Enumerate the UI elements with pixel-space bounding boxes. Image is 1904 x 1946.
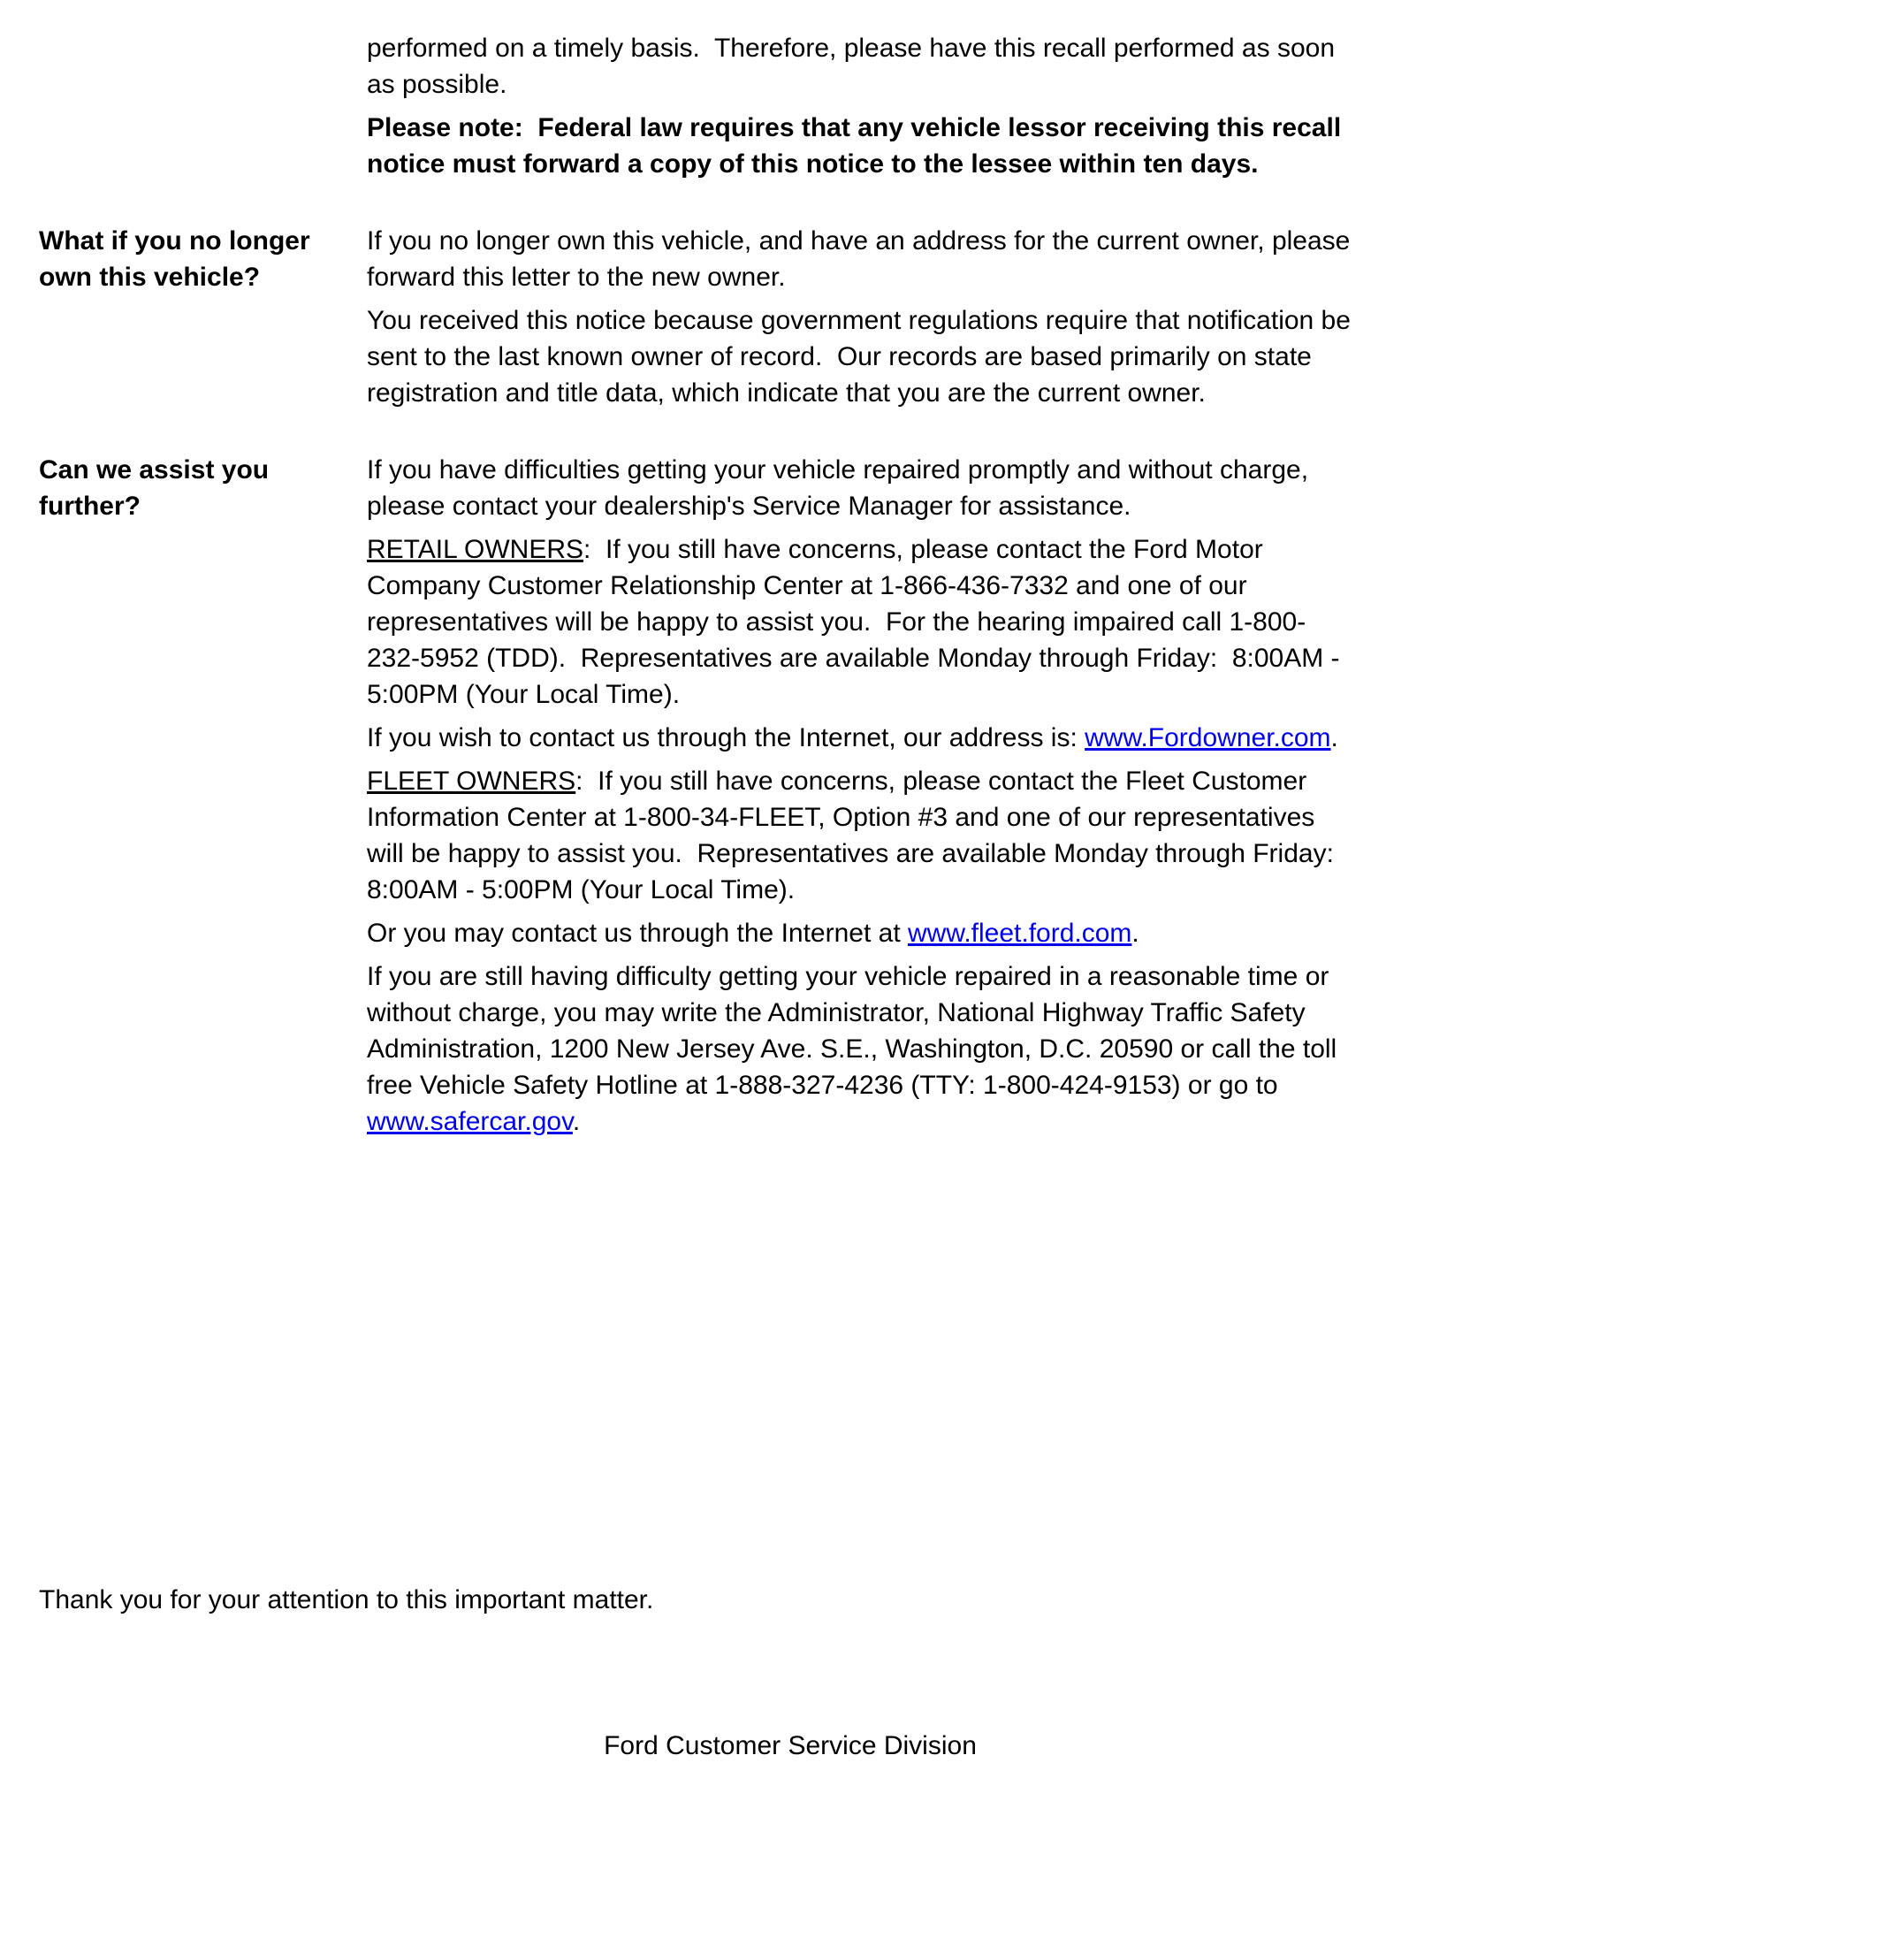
retail-owners-text: : If you still have concerns, please contact the Ford Motor Company Customer Relationship Center at 1-866-436-7332 and one of our representatives will be happy to assist you. For the hearing impaired call 1-800-232-5952 (TDD). Representatives are available Monday through Friday: 8:00AM - 5:00PM (Your Local Time). [367,535,1347,709]
internet-contact-period: . [1330,723,1338,752]
fleet-owners-paragraph [367,763,1357,908]
fleet-internet-paragraph [367,915,1357,951]
fleet-owners-heading: FLEET OWNERS [367,767,576,796]
internet-contact-text: If you wish to contact us through the Internet, our address is: [367,723,1085,752]
nhtsa-period: . [572,1107,581,1136]
records-paragraph: You received this notice because government regulations require that notification be sent to the last known owner of record. Our records are based primarily on state registration and title data, which indicate that you are the current owner. [367,306,1359,408]
fordowner-link[interactable]: www.Fordowner.com [1085,723,1331,752]
recall-urgency-paragraph: performed on a timely basis. Therefore, please have this recall performed as soon as possible. [367,34,1343,99]
service-manager-paragraph: If you have difficulties getting your vehicle repaired promptly and without charge, please contact your dealership's Service Manager for assistance. [367,455,1316,521]
signature-line: Ford Customer Service Division [604,1731,977,1760]
intro-row [39,30,1904,182]
retail-owners-heading: RETAIL OWNERS [367,535,584,564]
signature-wrap [39,1728,1542,1764]
forward-letter-paragraph: If you no longer own this vehicle, and have an address for the current owner, please forward this letter to the new owner. [367,226,1358,292]
internet-contact-paragraph [367,720,1357,756]
section-heading-ownership: What if you no longer own this vehicle? [39,226,310,292]
section-assistance-label-col [39,452,367,524]
section-heading-assistance: Can we assist you further? [39,455,270,521]
lessor-note-paragraph: Please note: Federal law requires that any vehicle lessor receiving this recall notice must forward a copy of this notice to the lessee within ten days. [367,113,1349,179]
fleet-internet-period: . [1131,919,1139,948]
nhtsa-paragraph [367,958,1357,1140]
section-ownership [39,223,1904,411]
fleet-ford-link[interactable]: www.fleet.ford.com [908,919,1132,948]
closing-line: Thank you for your attention to this important matter. [39,1585,654,1614]
section-assistance [39,452,1904,1140]
fleet-owners-text: : If you still have concerns, please contact the Fleet Customer Information Center at 1-800-34-FLEET, Option #3 and one of our representatives will be happy to assist you. Representatives are available Monday through Friday: 8:00AM - 5:00PM (Your Local Time). [367,767,1349,904]
nhtsa-text: If you are still having difficulty getting your vehicle repaired in a reasonable time or without charge, you may write the Administrator, National Highway Traffic Safety Administration, 1200 New Jersey Ave. S.E., Washington, D.C. 20590 or call the toll free Vehicle Safety Hotline at 1-888-327-4236 (TTY: 1-800-424-9153) or go to [367,962,1344,1100]
section-ownership-body [367,223,1357,411]
section-assistance-body [367,452,1357,1140]
safercar-link[interactable]: www.safercar.gov [367,1107,573,1136]
intro-body [367,30,1357,182]
fleet-internet-text: Or you may contact us through the Internet at [367,919,908,948]
retail-owners-paragraph [367,531,1357,713]
section-ownership-label-col [39,223,367,295]
